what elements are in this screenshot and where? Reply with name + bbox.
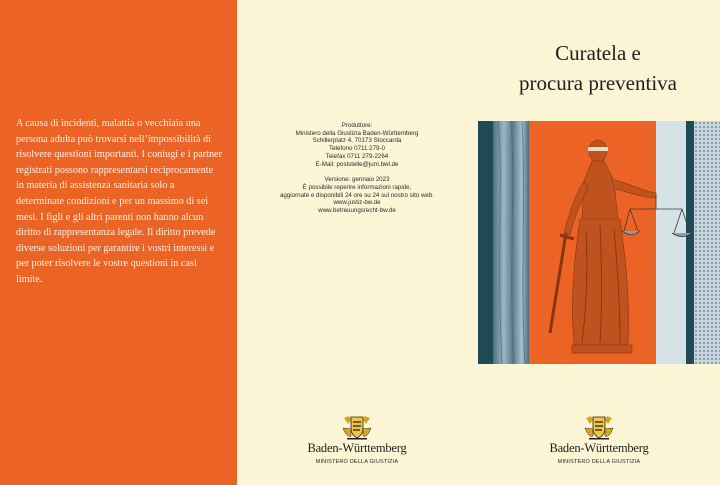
state-name: Baden-Württemberg — [307, 441, 407, 455]
cover-title-line-2: procura preventiva — [518, 71, 677, 95]
imprint-logo — [297, 414, 417, 465]
coat-of-arms-icon — [584, 414, 614, 440]
back-panel — [0, 0, 237, 485]
ministry-name: MINISTERO DELLA GIUSTIZIA — [557, 459, 641, 465]
state-name: Baden-Württemberg — [549, 441, 649, 455]
publisher-email: E-Mail: poststelle@jum.bwl.de — [315, 160, 399, 168]
justitia-illustration — [478, 121, 720, 364]
cover-logo — [539, 414, 659, 465]
coat-of-arms-icon — [342, 414, 372, 440]
ministry-name: MINISTERO DELLA GIUSTIZIA — [315, 459, 399, 465]
publisher-label: Produttore: — [341, 122, 373, 129]
cover-title — [498, 38, 698, 98]
intro-text: A causa di incidenti, malattia o vecchiaia una persona adulta può trovarsi nell’impossibilità di risolvere questioni importanti. I coniugi e i partner registrati possono rappresentarsi reciprocamente in materia di assistenza sanitaria solo a determinate condizioni e per un massimo di sei mesi. I figli e gli altri parenti non hanno alcun diritto di rappresentanza legale. Il diritto prevede diverse soluzioni per garantire i vostri interessi e per poter risolvere le vostre questioni in casi limite. — [16, 118, 222, 285]
info-line-1: È possibile reperire informazioni rapide, — [302, 183, 412, 191]
publisher-fax: Telefax 0711 279-2264 — [325, 152, 389, 160]
imprint-panel — [237, 0, 477, 485]
publisher-name: Ministero della Giustizia Baden-Württemberg — [295, 129, 419, 137]
website-link-2[interactable]: www.betreuungsrecht-bw.de — [318, 207, 396, 215]
cover-title-line-1: Curatela e — [555, 41, 641, 65]
imprint-block — [247, 122, 467, 215]
info-line-2: aggiornate e disponibili 24 ore su 24 sul nostro sito web. — [279, 191, 435, 199]
version-line: Versione: gennaio 2023 — [324, 176, 390, 184]
website-link-1[interactable]: www.justiz-bw.de — [333, 199, 381, 207]
publisher-phone: Telefono 0711 279-0 — [329, 145, 385, 153]
publisher-address: Schillerplatz 4, 70173 Stoccarda — [312, 137, 402, 145]
